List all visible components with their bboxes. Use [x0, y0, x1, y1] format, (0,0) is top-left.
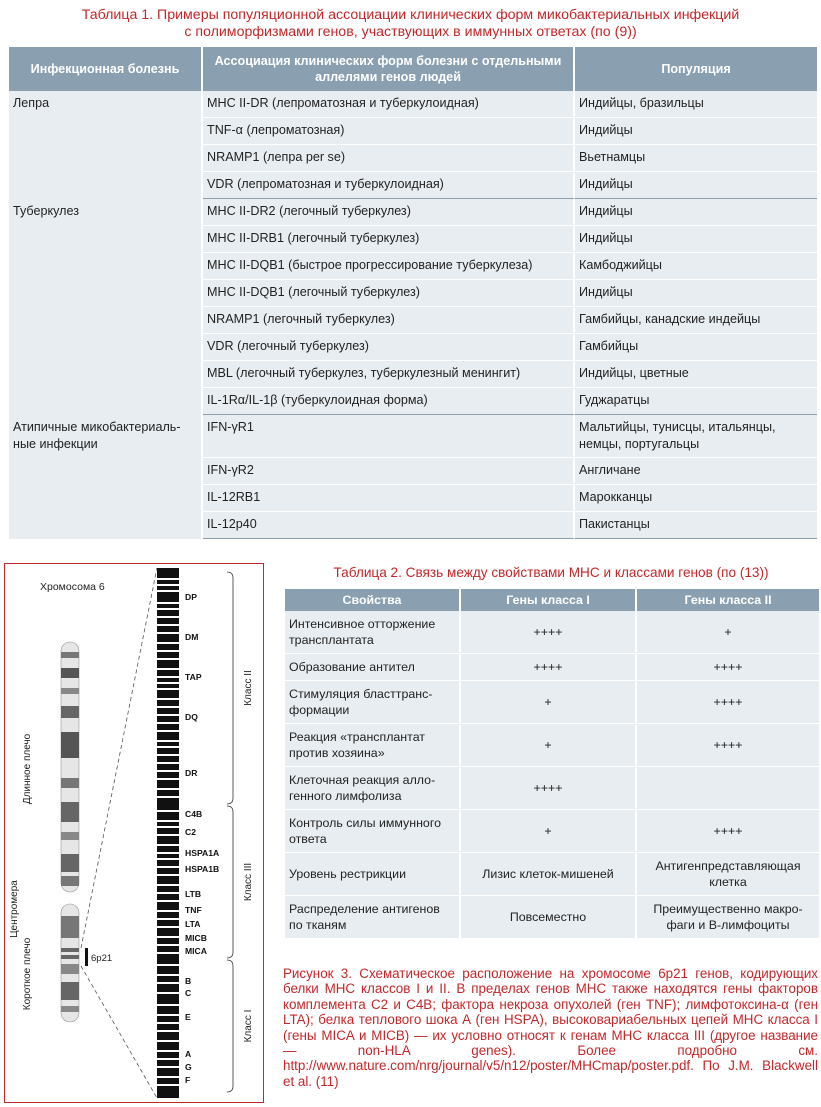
class1-cell: + — [461, 810, 637, 853]
association-cell: MBL (легочный туберкулез, туберкулезный менингит) — [203, 361, 575, 388]
class2-cell: + — [637, 611, 819, 654]
class1-cell: + — [461, 724, 637, 767]
gene-label: C — [185, 988, 192, 998]
class2-cell: Антигенпредставляющая клетка — [637, 853, 819, 896]
table1-header-disease: Инфекционная болезнь — [9, 47, 203, 91]
expanded-region — [81, 568, 179, 1098]
property-cell: Контроль силы иммунного ответа — [285, 810, 461, 853]
region-stripe — [157, 892, 179, 894]
chromosome-band — [61, 688, 79, 694]
short-arm-label: Короткое плечо — [22, 937, 33, 1011]
class2-label: Класс II — [243, 670, 254, 706]
gene-label: MICA — [185, 946, 207, 956]
region-stripe — [157, 982, 179, 984]
association-cell: MHC II-DRB1 (легочный туберкулез) — [203, 226, 575, 253]
chromosome-band — [61, 982, 79, 1000]
property-cell: Реакция «трансплантат против хозяина» — [285, 724, 461, 767]
chromosome-band — [61, 802, 79, 822]
region-stripe — [157, 1004, 179, 1006]
class1-cell: ++++ — [461, 611, 637, 654]
table2-header-property: Свойства — [285, 589, 461, 611]
table-row — [285, 853, 819, 896]
region-stripe — [157, 810, 179, 812]
class2-cell: Преимущественно макро-фаги и В-лимфоциты — [637, 896, 819, 939]
disease-cell: Атипичные микобактериаль-ные инфекции — [9, 415, 203, 539]
region-stripe — [157, 858, 179, 860]
gene-label: TNF — [185, 905, 202, 915]
property-cell: Уровень рестрикции — [285, 853, 461, 896]
association-cell: VDR (легочный туберкулез) — [203, 334, 575, 361]
association-cell: TNF-α (лепроматозная) — [203, 118, 575, 145]
population-cell: Мальтийцы, тунисцы, итальянцы, немцы, португальцы — [575, 415, 817, 458]
region-stripe — [157, 722, 179, 724]
region-stripe — [157, 852, 179, 854]
region-stripe — [157, 762, 179, 764]
table1-caption-line1: Таблица 1. Примеры популяционной ассоциации клинических форм микобактериальных инфекций — [81, 7, 740, 23]
region-stripe — [157, 578, 179, 580]
region-stripe — [157, 658, 179, 660]
region-stripe — [157, 866, 179, 868]
gene-label: HSPA1B — [185, 864, 220, 874]
chromosome-label: Хромосома 6 — [40, 581, 105, 593]
region-stripe — [157, 746, 179, 748]
association-cell: NRAMP1 (легочный туберкулез) — [203, 307, 575, 334]
region-stripe — [157, 884, 179, 886]
region-stripe — [157, 936, 179, 938]
population-cell: Индийцы, бразильцы — [575, 91, 817, 118]
region-stripe — [157, 1022, 179, 1024]
table1-header-population: Популяция — [575, 47, 817, 91]
class1-cell: + — [461, 681, 637, 724]
region-stripe — [157, 624, 179, 626]
region-stripe — [157, 714, 179, 716]
region-stripe — [157, 1058, 179, 1060]
long-arm-label: Длинное плечо — [22, 733, 33, 805]
association-cell: VDR (лепроматозная и туберкулоидная) — [203, 172, 575, 199]
table-row — [285, 810, 819, 853]
table1-caption — [0, 7, 821, 41]
region-stripe — [157, 796, 179, 798]
class1-cell: ++++ — [461, 654, 637, 681]
region-stripe — [157, 788, 179, 790]
table2-header-class1: Гены класса I — [461, 589, 637, 611]
association-cell: MHC II-DQB1 (быстрое прогрессирование туберкулеза) — [203, 253, 575, 280]
class2-cell: ++++ — [637, 724, 819, 767]
table1 — [9, 47, 817, 539]
region-stripe — [157, 1066, 179, 1068]
property-cell: Распределение антигенов по тканям — [285, 896, 461, 939]
region-stripe — [157, 602, 179, 604]
region-stripe — [157, 834, 179, 836]
property-cell: Образование антител — [285, 654, 461, 681]
region-stripe — [157, 616, 179, 618]
disease-cell: Лепра — [9, 91, 203, 199]
gene-label: B — [185, 976, 192, 986]
table-row — [285, 724, 819, 767]
locus-marker — [85, 948, 88, 966]
region-stripe — [157, 706, 179, 708]
gene-label: E — [185, 1012, 191, 1022]
region-stripe — [157, 632, 179, 634]
region-stripe — [157, 964, 179, 966]
table1-caption-line2: с полиморфизмами генов, участвующих в иммунных ответах (по (9)) — [184, 24, 637, 40]
region-stripe — [157, 826, 179, 828]
table-row — [285, 681, 819, 724]
region-stripe — [157, 910, 179, 912]
gene-label: MICB — [185, 933, 207, 943]
class-brackets — [227, 572, 233, 1092]
chromosome-band — [61, 706, 79, 718]
population-cell: Индийцы — [575, 172, 817, 199]
table-row — [285, 611, 819, 654]
association-cell: IL-12p40 — [203, 512, 575, 539]
population-cell: Камбоджийцы — [575, 253, 817, 280]
table-row — [285, 896, 819, 939]
chromosome-band — [61, 778, 79, 788]
region-stripe — [157, 974, 179, 976]
population-cell: Индийцы, цветные — [575, 361, 817, 388]
property-cell: Клеточная реакция алло-генного лимфолиза — [285, 767, 461, 810]
population-cell: Гамбийцы — [575, 334, 817, 361]
region-stripe — [157, 608, 179, 610]
region-stripe — [157, 698, 179, 700]
gene-label: DQ — [185, 712, 198, 722]
population-cell: Вьетнамцы — [575, 145, 817, 172]
chromosome-band — [61, 832, 79, 840]
association-cell: IFN-γR2 — [203, 458, 575, 485]
population-cell: Индийцы — [575, 199, 817, 226]
gene-label: HSPA1A — [185, 848, 220, 858]
class1-label: Класс I — [243, 1009, 254, 1043]
population-cell: Англичане — [575, 458, 817, 485]
class2-cell: ++++ — [637, 681, 819, 724]
association-cell: NRAMP1 (лепра per se) — [203, 145, 575, 172]
class1-cell: ++++ — [461, 767, 637, 810]
class1-bracket — [227, 960, 233, 1092]
association-cell: IL-12RB1 — [203, 485, 575, 512]
chromosome-band — [61, 964, 79, 974]
region-stripe — [157, 874, 179, 876]
class3-label: Класс III — [243, 862, 254, 902]
gene-label: LTB — [185, 889, 202, 899]
chromosome-band — [61, 668, 79, 678]
gene-label: DR — [185, 768, 198, 778]
chromosome-figure — [4, 563, 264, 1103]
gene-label: C2 — [185, 827, 196, 837]
gene-label: DM — [185, 632, 199, 642]
table-row — [9, 199, 817, 226]
locus-label: 6p21 — [91, 953, 113, 964]
gene-label: TAP — [185, 672, 202, 682]
region-stripe — [157, 778, 179, 780]
zoom-line-top — [81, 568, 157, 948]
region-stripe — [157, 590, 179, 592]
population-cell: Пакистанцы — [575, 512, 817, 539]
table-row — [285, 767, 819, 810]
table2-caption: Таблица 2. Связь между свойствами МНС и классами генов (по (13)) — [333, 565, 769, 580]
table-row — [285, 654, 819, 681]
region-stripe — [157, 740, 179, 742]
region-stripe — [157, 820, 179, 822]
region-stripe — [157, 1050, 179, 1052]
region-stripe — [157, 676, 179, 678]
region-stripe — [157, 1076, 179, 1078]
table2 — [285, 589, 819, 939]
chromosome-band — [61, 948, 79, 952]
population-cell: Гамбийцы, канадские индейцы — [575, 307, 817, 334]
class1-cell: Лизис клеток-мишеней — [461, 853, 637, 896]
region-stripe — [157, 650, 179, 652]
gene-label: LTA — [185, 919, 201, 929]
table-row — [9, 91, 817, 118]
property-cell: Интенсивное отторжение трансплантата — [285, 611, 461, 654]
chromosome-band — [61, 732, 79, 758]
region-stripe — [157, 918, 179, 920]
region-stripe — [157, 844, 179, 846]
chromosome-band — [61, 652, 79, 658]
class1-cell: Повсеместно — [461, 896, 637, 939]
gene-labels — [185, 592, 219, 1085]
chromosome-band — [61, 916, 79, 938]
population-cell: Гуджаратцы — [575, 388, 817, 415]
region-stripe — [157, 682, 179, 684]
region-stripe — [157, 926, 179, 928]
table-row — [9, 415, 817, 458]
region-stripe — [157, 952, 179, 954]
region-stripe — [157, 900, 179, 902]
class2-cell: ++++ — [637, 654, 819, 681]
centromere-label: Центромера — [9, 880, 20, 938]
region-stripe — [157, 1084, 179, 1086]
region-stripe — [157, 944, 179, 946]
region-stripe — [157, 992, 179, 994]
region-stripe — [157, 730, 179, 732]
association-cell: MHC II-DR (лепроматозная и туберкулоидная) — [203, 91, 575, 118]
class2-cell — [637, 767, 819, 810]
chromosome-diagram — [5, 564, 263, 1102]
chromosome-band — [61, 876, 79, 886]
figure-caption: Рисунок 3. Схематическое расположение на хромосоме 6р21 генов, кодирующих белки МНС классов I и II. В пределах генов МНС также находятся гены факторов комплемента С2 и С4В; фактора некроза опухолей (ген TNF); лимфотоксина-α (ген LTA); белка теплового шока А (ген HSPA), высоковариабельных цепей МНС класса I (гены MICA и MICB) — их условно относят к генам МНС класса III (другое название — non-HLA genes). Более подробно см. http://www.nature.com/nrg/journal/v5/n12/poster/MHCmap/poster.pdf. По J.M. Blackwell et al. (11) — [283, 966, 818, 1089]
association-cell: IL-1Rα/IL-1β (туберкулоидная форма) — [203, 388, 575, 415]
class3-bracket — [227, 806, 233, 958]
region-stripe — [157, 754, 179, 756]
gene-label: DP — [185, 592, 197, 602]
region-stripe — [157, 1014, 179, 1016]
class2-cell: ++++ — [637, 810, 819, 853]
chromosome-band — [61, 854, 79, 872]
region-stripe — [157, 688, 179, 690]
zoom-line-bottom — [81, 966, 157, 1098]
association-cell: MHC II-DQB1 (легочный туберкулез) — [203, 280, 575, 307]
gene-label: G — [185, 1062, 192, 1072]
disease-cell: Туберкулез — [9, 199, 203, 415]
gene-label: F — [185, 1075, 191, 1085]
chromosome-band — [61, 1006, 79, 1012]
table1-header-association: Ассоциация клинических форм болезни с отдельными аллелями генов людей — [203, 47, 575, 91]
population-cell: Марокканцы — [575, 485, 817, 512]
table2-header-class2: Гены класса II — [637, 589, 819, 611]
region-stripe — [157, 584, 179, 586]
gene-label: C4B — [185, 809, 203, 819]
chromosome-6-ideogram — [61, 642, 88, 1022]
population-cell: Индийцы — [575, 226, 817, 253]
region-stripe — [157, 1030, 179, 1032]
region-stripe — [157, 1040, 179, 1042]
mhc-region-bar — [157, 568, 179, 1098]
region-stripe — [157, 668, 179, 670]
association-cell: IFN-γR1 — [203, 415, 575, 458]
gene-label: A — [185, 1049, 192, 1059]
class2-bracket — [227, 572, 233, 804]
association-cell: MHC II-DR2 (легочный туберкулез) — [203, 199, 575, 226]
property-cell: Стимуляция бласттранс-формации — [285, 681, 461, 724]
population-cell: Индийцы — [575, 280, 817, 307]
region-stripe — [157, 642, 179, 644]
region-stripe — [157, 770, 179, 772]
chromosome-band — [61, 955, 79, 959]
population-cell: Индийцы — [575, 118, 817, 145]
